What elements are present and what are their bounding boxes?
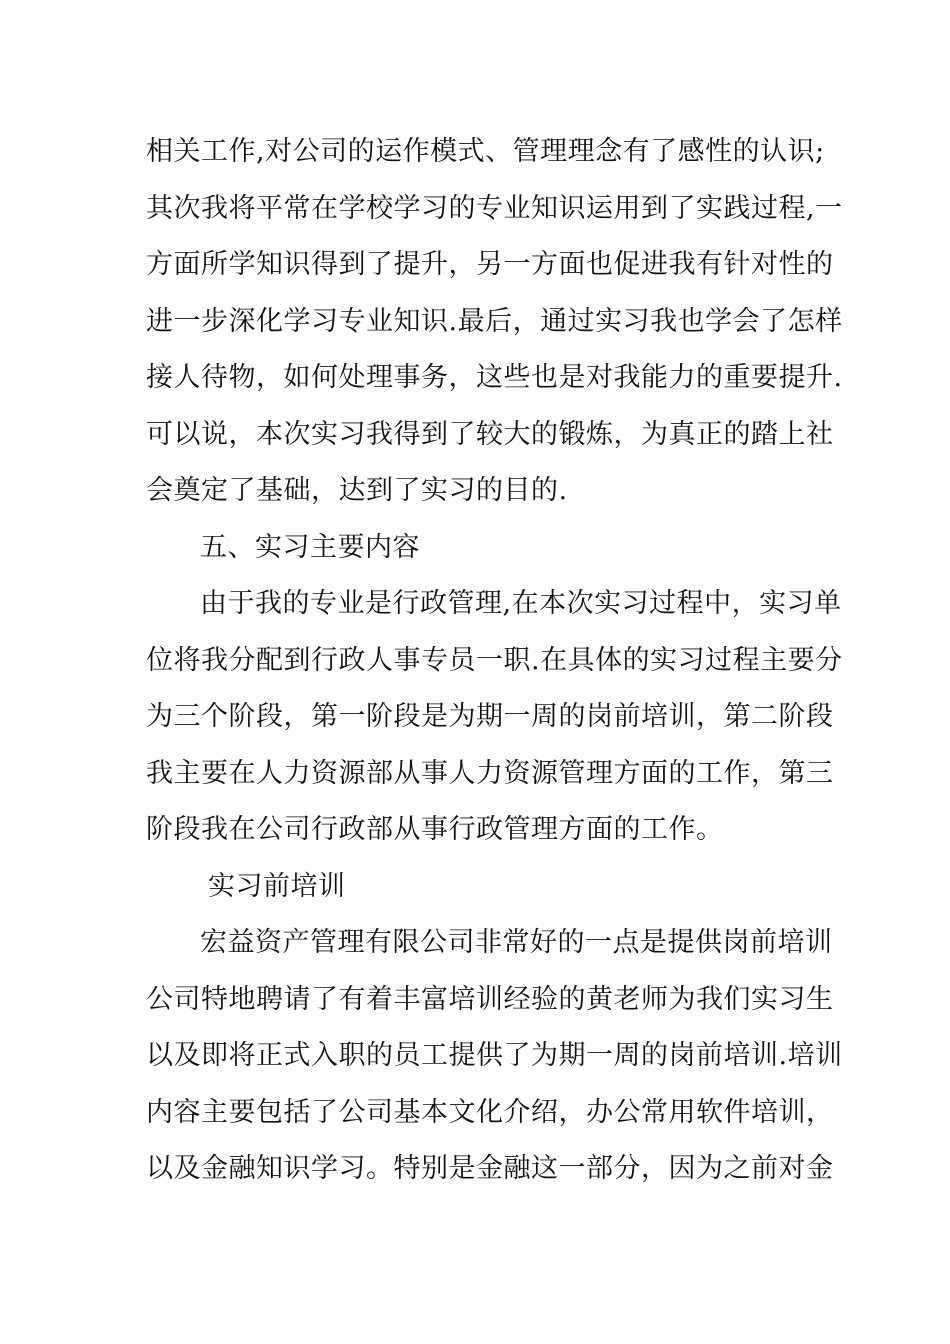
paragraph-line: 位将我分配到行政人事专员一职.在具体的实习过程主要分 (146, 645, 843, 676)
paragraph-line: 为三个阶段，第一阶段是为期一周的岗前培训，第二阶段 (146, 701, 834, 732)
section-heading: 五、实习主要内容 (200, 532, 420, 563)
paragraph-line: 公司特地聘请了有着丰富培训经验的黄老师为我们实习生 (146, 984, 834, 1015)
paragraph-line: 由于我的专业是行政管理,在本次实习过程中，实习单 (200, 588, 842, 619)
paragraph-line: 内容主要包括了公司基本文化介绍，办公常用软件培训， (146, 1097, 834, 1128)
paragraph-line: 其次我将平常在学校学习的专业知识运用到了实践过程,一 (146, 193, 843, 224)
paragraph-line: 相关工作,对公司的运作模式、管理理念有了感性的认识; (146, 136, 825, 167)
subsection-heading: 实习前培训 (208, 871, 346, 902)
paragraph-line: 以及金融知识学习。特别是金融这一部分，因为之前对金 (146, 1153, 834, 1184)
paragraph-line: 方面所学知识得到了提升，另一方面也促进我有针对性的 (146, 249, 834, 280)
paragraph-line: 进一步深化学习专业知识.最后，通过实习我也学会了怎样 (146, 306, 843, 337)
paragraph-line: 阶段我在公司行政部从事行政管理方面的工作。 (146, 814, 724, 845)
paragraph-line: 接人待物，如何处理事务，这些也是对我能力的重要提升. (146, 362, 843, 393)
paragraph-line: 可以说，本次实习我得到了较大的锻炼，为真正的踏上社 (146, 419, 834, 450)
paragraph-line: 以及即将正式入职的员工提供了为期一周的岗前培训.培训 (146, 1040, 843, 1071)
paragraph-line: 我主要在人力资源部从事人力资源管理方面的工作，第三 (146, 758, 834, 789)
paragraph-line: 会奠定了基础，达到了实习的目的. (146, 475, 568, 506)
paragraph-line: 宏益资产管理有限公司非常好的一点是提供岗前培训 (200, 927, 833, 958)
